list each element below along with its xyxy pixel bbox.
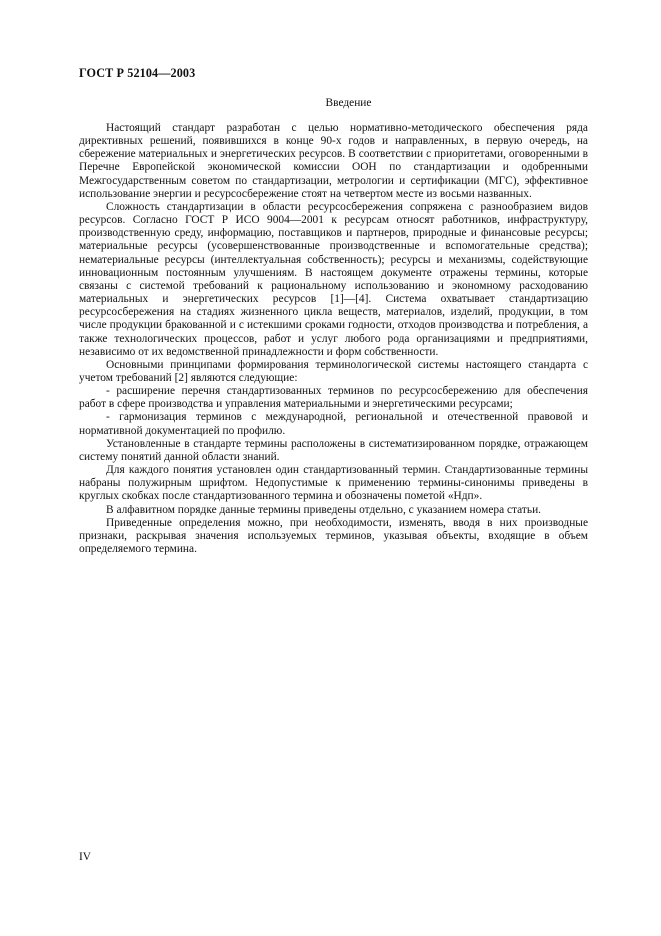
page-number: IV (79, 851, 92, 863)
standard-header: ГОСТ Р 52104—2003 (79, 66, 196, 80)
list-item: - гармонизация терминов с международной, региональной и отечественной правовой и нормативной документацией по профилю. (79, 411, 588, 437)
section-title: Введение (325, 97, 372, 109)
paragraph: Приведенные определения можно, при необходимости, изменять, вводя в них производные признаки, раскрывая значения используемых терминов, указывая объекты, входящие в объем определяемого термина. (79, 516, 588, 555)
paragraph: Настоящий стандарт разработан с целью нормативно-методического обеспечения ряда директивных решений, появившихся в конце 90-х годов и направленных, в первую очередь, на сбережение материальных и энергетических ресурсов. В соответствии с приоритетами, оговоренными в Перечне Европейской экономической комиссии ООН по стандартизации и одобренными Межгосударственным советом по стандартизации, метрологии и сертификации (МГС), эффективное использование энергии и ресурсосбережение стоят на четвертом месте из восьми названных. (79, 122, 588, 200)
paragraph: Сложность стандартизации в области ресурсосбережения сопряжена с разнообразием видов ресурсов. Согласно ГОСТ Р ИСО 9004—2001 к ресурсам относят работников, инфраструктуру, производственную среду, информацию, поставщиков и партнеров, природные и финансовые ресурсы; материальные ресурсы (усовершенствованные производственные и вспомогательные средства); нематериальные ресурсы (интеллектуальная собственность); ресурсы и механизмы, содействующие инновационным постоянным улучшениям. В настоящем документе отражены термины, которые связаны с системой требований к рациональному использованию и экономному расходованию материальных и энергетических ресурсов [1]—[4]. Система охватывает стандартизацию ресурсосбережения на стадиях жизненного цикла веществ, материалов, изделий, продукции, в том числе продукции бракованной и с истекшими сроками годности, отходов производства и потребления, а также технологических процессов, работ и услуг любого рода организациями и предприятиями, независимо от их ведомственной принадлежности и форм собственности. (79, 200, 588, 358)
paragraph: В алфавитном порядке данные термины приведены отдельно, с указанием номера статьи. (106, 503, 542, 516)
paragraph: Установленные в стандарте термины расположены в систематизированном порядке, отражающем систему понятий данной области знаний. (79, 437, 588, 463)
paragraph: Для каждого понятия установлен один стандартизованный термин. Стандартизованные термины набраны полужирным шрифтом. Недопустимые к применению термины-синонимы приведены в круглых скобках после стандартизованного термина и обозначены пометой «Ндп». (79, 464, 588, 503)
paragraph: Основными принципами формирования терминологической системы настоящего стандарта с учетом требований [2] являются следующие: (79, 358, 588, 384)
list-item: - расширение перечня стандартизованных терминов по ресурсосбережению для обеспечения работ в сфере производства и управления материальными и энергетическими ресурсами; (79, 385, 588, 411)
body-text (79, 122, 588, 556)
